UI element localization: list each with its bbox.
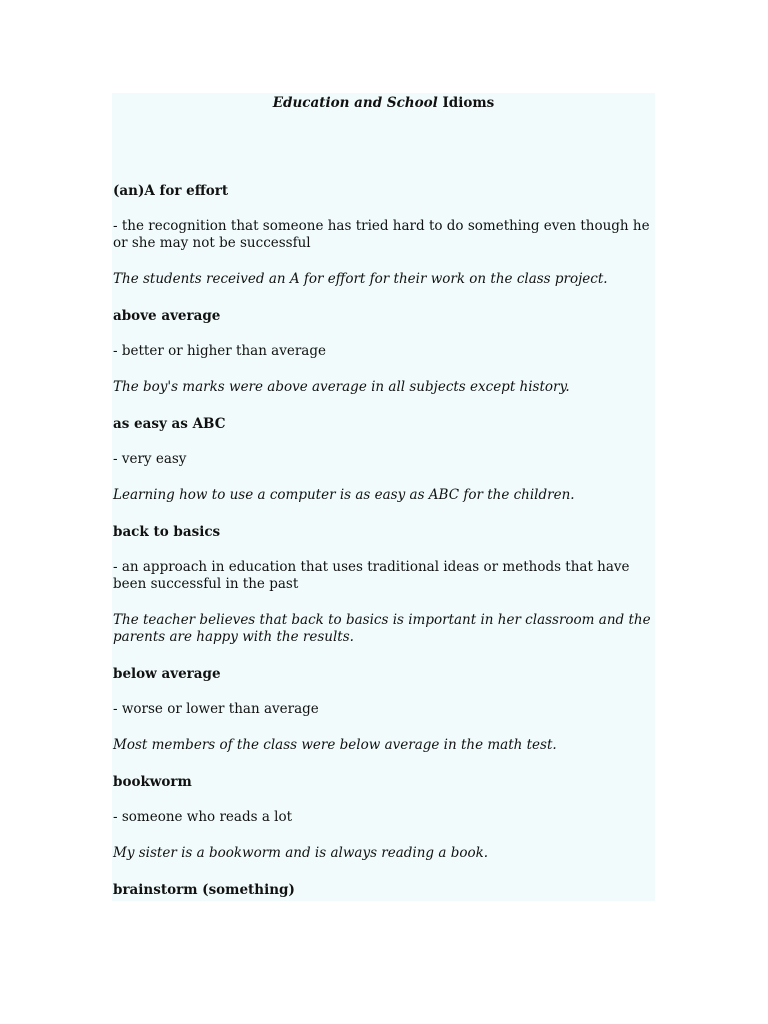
idiom-example: The teacher believes that back to basics is important in her classroom and the parents are happy with the results. (113, 612, 651, 645)
idiom-definition: - the recognition that someone has tried hard to do something even though he or she may not be successful (113, 218, 650, 251)
idiom-term: as easy as ABC (113, 416, 226, 432)
document-title-rest: Idioms (437, 95, 495, 111)
idiom-example: The students received an A for effort for their work on the class project. (113, 271, 608, 287)
idiom-entry (113, 523, 653, 646)
idiom-list (113, 182, 653, 901)
idiom-entry (113, 307, 653, 396)
idiom-example: The boy's marks were above average in all subjects except history. (113, 379, 570, 395)
idiom-example: My sister is a bookworm and is always reading a book. (113, 845, 489, 861)
idiom-term: below average (113, 666, 221, 682)
idiom-definition: - an approach in education that uses traditional ideas or methods that have been successful in the past (113, 559, 630, 592)
document-title (112, 94, 655, 112)
idiom-entry (113, 415, 653, 504)
idiom-term: brainstorm (something) (113, 882, 295, 898)
idiom-example: Most members of the class were below average in the math test. (113, 737, 557, 753)
idiom-entry (113, 182, 653, 288)
idiom-term: above average (113, 308, 221, 324)
idiom-definition: - very easy (113, 451, 187, 467)
idiom-term: (an)A for effort (113, 183, 229, 199)
idiom-entry (113, 773, 653, 862)
idiom-definition: - someone who reads a lot (113, 809, 293, 825)
document-page (112, 93, 655, 901)
idiom-entry (113, 881, 653, 899)
idiom-definition: - worse or lower than average (113, 701, 319, 717)
idiom-example: Learning how to use a computer is as easy as ABC for the children. (113, 487, 575, 503)
idiom-term: back to basics (113, 524, 221, 540)
idiom-entry (113, 665, 653, 754)
idiom-term: bookworm (113, 774, 192, 790)
document-title-italic: Education and School (272, 95, 438, 111)
idiom-definition: - better or higher than average (113, 343, 326, 359)
